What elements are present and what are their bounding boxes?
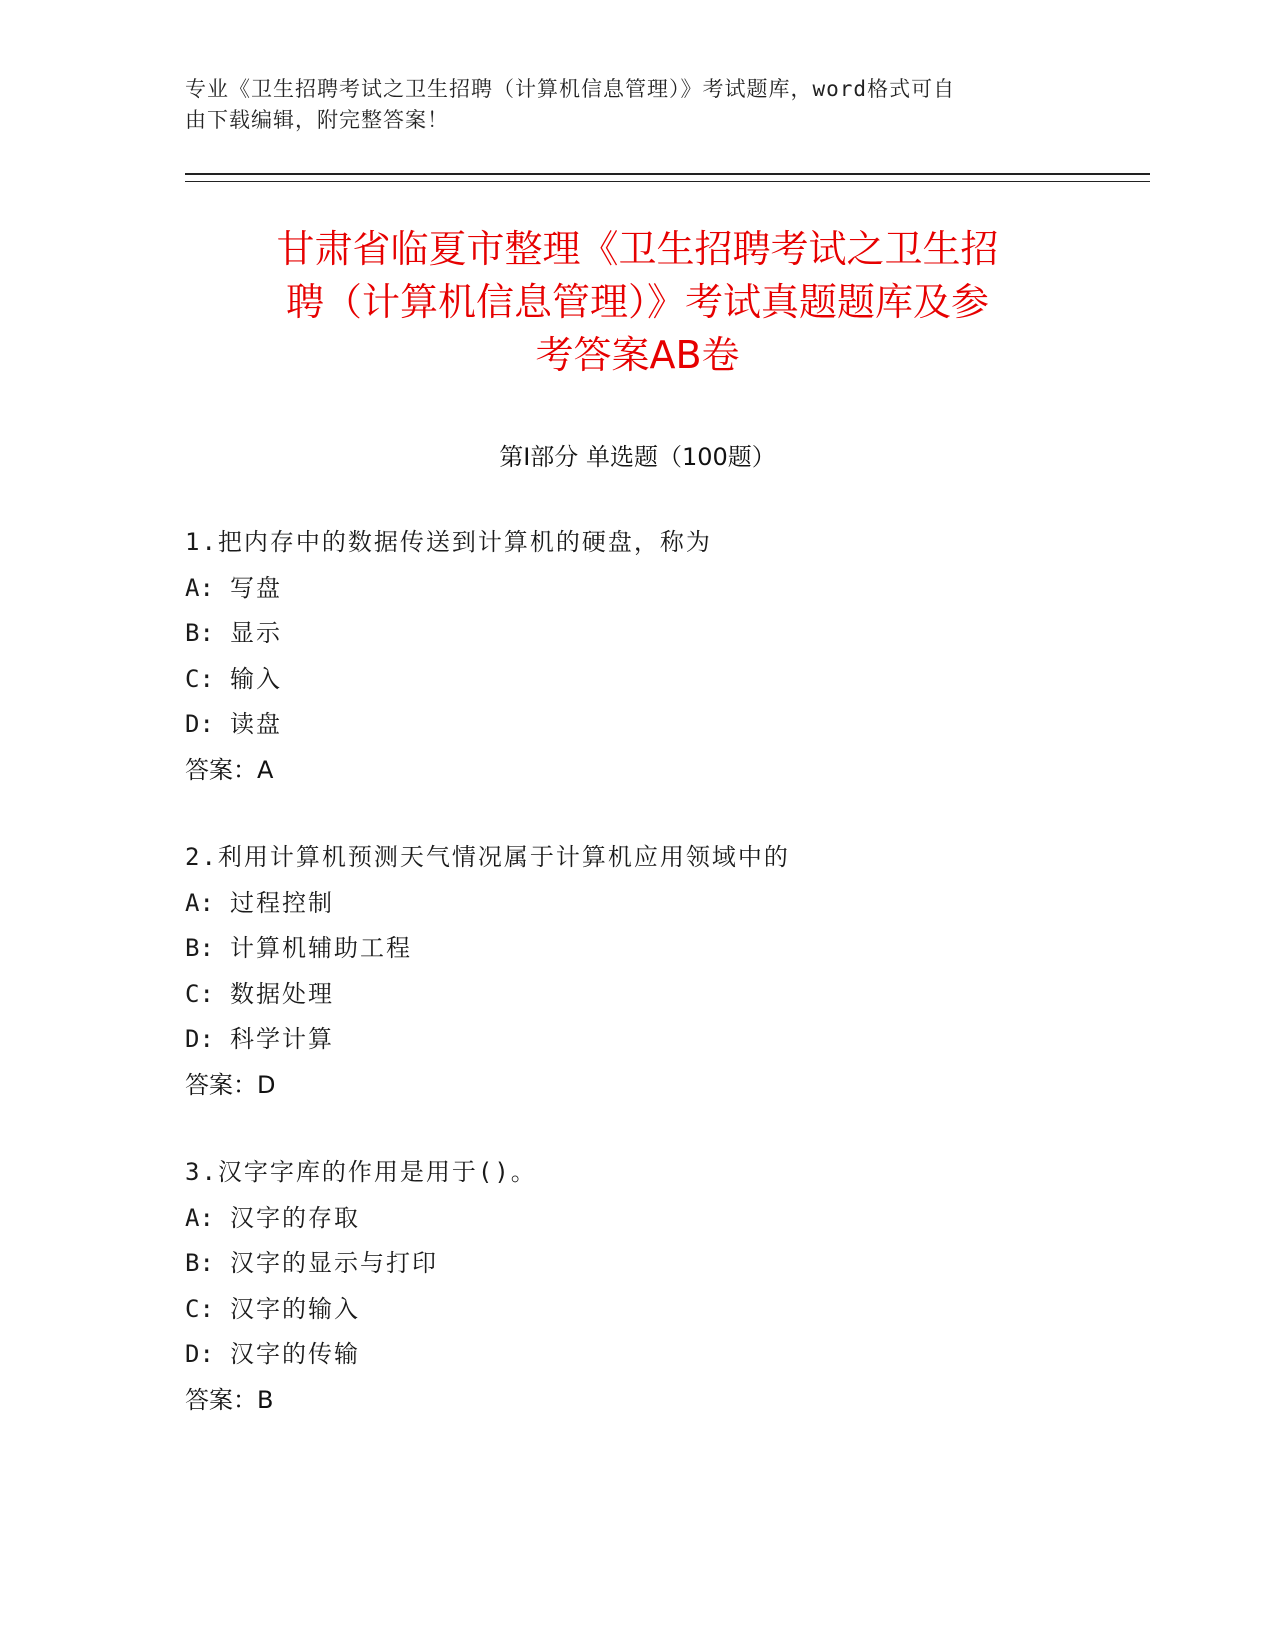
option-d [185,702,1145,748]
intro-line: 由下载编辑，附完整答案！ [185,108,449,132]
option-letter: A: [185,1203,214,1232]
option-c [185,972,1145,1018]
option-b [185,611,1145,657]
option-letter: B: [185,934,214,962]
title-line: 考答案AB卷 [535,333,740,377]
intro-text [185,74,1065,136]
option-text: 汉字的传输 [230,1340,360,1368]
document-title [185,223,1090,382]
option-letter: A: [185,888,214,917]
option-text: 汉字的输入 [230,1294,360,1323]
question-stem: 2.利用计算机预测天气情况属于计算机应用领域中的 [185,843,790,871]
option-letter: B: [185,619,214,647]
option-b [185,926,1145,972]
option-d [185,1332,1145,1378]
section-heading: 第Ⅰ部分 单选题（100题） [499,443,776,471]
option-text: 输入 [230,664,282,693]
answer-line: 答案：D [185,1070,276,1099]
option-a [185,1196,1145,1242]
option-letter: C: [185,979,214,1008]
answer-line: 答案：B [185,1385,274,1414]
option-text: 科学计算 [230,1025,334,1053]
option-letter: A: [185,573,214,602]
option-letter: B: [185,1249,214,1277]
option-letter: C: [185,1294,214,1323]
divider-thin [185,181,1150,182]
option-text: 数据处理 [230,979,334,1008]
option-c [185,1287,1145,1333]
question-stem: 1.把内存中的数据传送到计算机的硬盘，称为 [185,528,712,556]
answer-line: 答案：A [185,755,274,784]
option-text: 显示 [230,619,282,647]
option-text: 过程控制 [230,888,334,917]
question-block [185,1150,1145,1423]
option-c [185,657,1145,703]
question-block [185,520,1145,793]
divider-thick [185,173,1150,175]
option-b [185,1241,1145,1287]
option-letter: D: [185,1340,214,1368]
option-text: 读盘 [230,710,282,738]
option-text: 计算机辅助工程 [230,934,412,962]
option-text: 汉字的存取 [230,1203,360,1232]
option-letter: D: [185,1025,214,1053]
option-letter: C: [185,664,214,693]
option-text: 写盘 [230,573,282,602]
option-letter: D: [185,710,214,738]
option-text: 汉字的显示与打印 [230,1249,438,1277]
option-a [185,881,1145,927]
intro-line: 专业《卫生招聘考试之卫生招聘（计算机信息管理）》考试题库，word格式可自 [185,77,956,101]
option-d [185,1017,1145,1063]
title-line: 聘（计算机信息管理）》考试真题题库及参 [285,280,989,324]
question-stem: 3.汉字字库的作用是用于()。 [185,1158,537,1186]
option-a [185,566,1145,612]
title-line: 甘肃省临夏市整理《卫生招聘考试之卫生招 [276,227,999,271]
question-block [185,835,1145,1108]
